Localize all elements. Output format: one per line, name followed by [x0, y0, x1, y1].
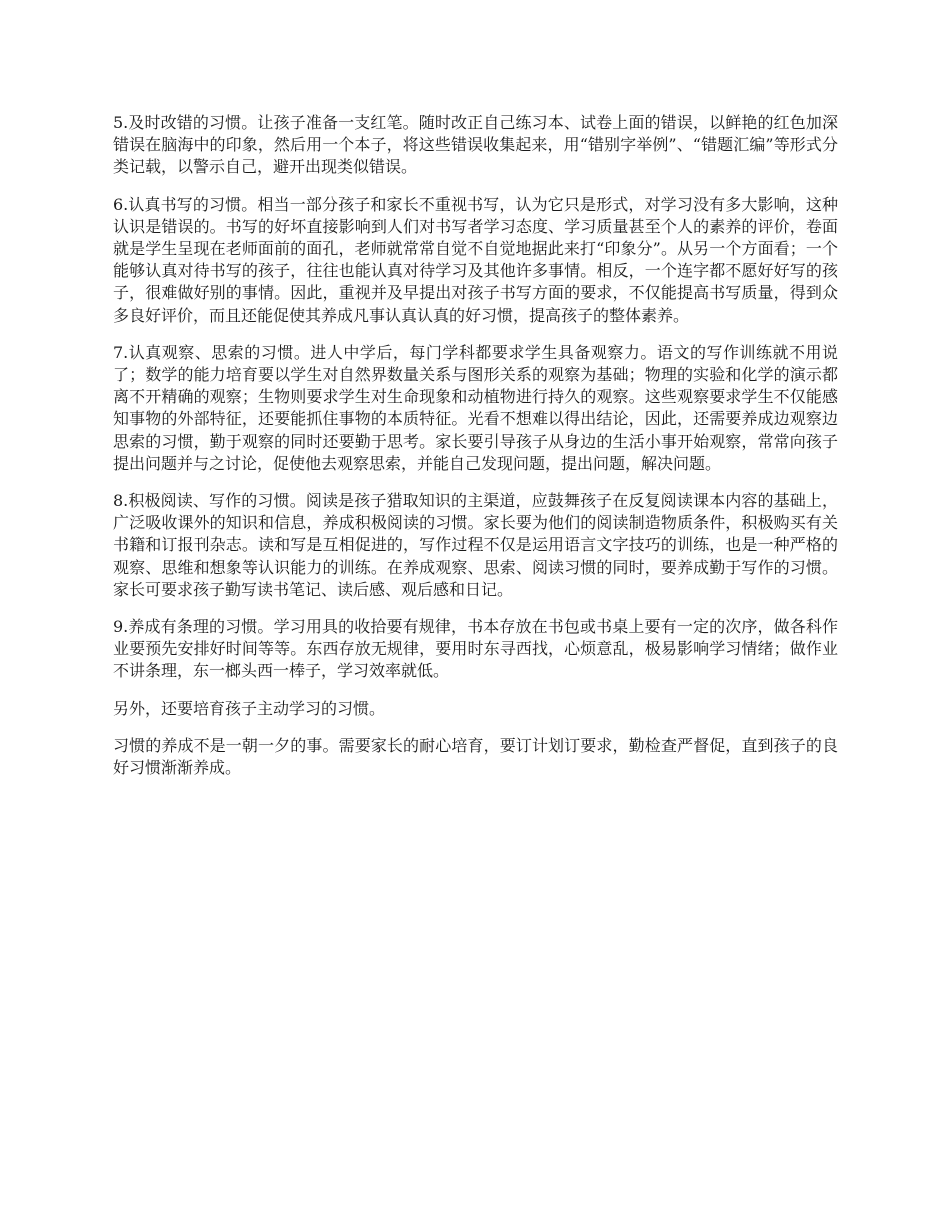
paragraph-conclusion: 习惯的养成不是一朝一夕的事。需要家长的耐心培育，要订计划订要求，勤检查严督促，直到孩子的良好习惯渐渐养成。	[113, 735, 838, 778]
paragraph-habit-9: 9.养成有条理的习惯。学习用具的收拾要有规律，书本存放在书包或书桌上要有一定的次序，做各科作业要预先安排好时间等等。东西存放无规律，要用时东寻西找，心烦意乱，极易影响学习情绪；做作业不讲条理，东一榔头西一棒子，学习效率就低。	[113, 617, 838, 681]
paragraph-habit-6: 6.认真书写的习惯。相当一部分孩子和家长不重视书写，认为它只是形式，对学习没有多大影响，这种认识是错误的。书写的好坏直接影响到人们对书写者学习态度、学习质量甚至个人的素养的评价，卷面就是学生呈现在老师面前的面孔，老师就常常自觉不自觉地据此来打“印象分”。从另一个方面看；一个能够认真对待书写的孩子，往往也能认真对待学习及其他许多事情。相反，一个连字都不愿好好写的孩子，很难做好别的事情。因此，重视并及早提出对孩子书写方面的要求，不仅能提高书写质量，得到众多良好评价，而且还能促使其养成凡事认真认真的好习惯，提高孩子的整体素养。	[113, 194, 838, 325]
paragraph-additional: 另外，还要培育孩子主动学习的习惯。	[113, 698, 386, 718]
paragraph-habit-5: 5.及时改错的习惯。让孩子准备一支红笔。随时改正自己练习本、试卷上面的错误，以鲜艳的红色加深错误在脑海中的印象，然后用一个本子，将这些错误收集起来，用“错别字举例”、“错题汇编”等形式分类记载，以警示自己，避开出现类似错误。	[113, 113, 838, 177]
paragraph-habit-8: 8.积极阅读、写作的习惯。阅读是孩子猎取知识的主渠道，应鼓舞孩子在反复阅读课本内容的基础上，广泛吸收课外的知识和信息，养成积极阅读的习惯。家长要为他们的阅读制造物质条件，积极购买有关书籍和订报刊杂志。读和写是互相促进的，写作过程不仅是运用语言文字技巧的训练，也是一种严格的观察、思维和想象等认识能力的训练。在养成观察、思索、阅读习惯的同时，要养成勤于写作的习惯。家长可要求孩子勤写读书笔记、读后感、观后感和日记。	[113, 491, 838, 599]
document-page	[113, 112, 838, 794]
paragraph-habit-7: 7.认真观察、思索的习惯。进人中学后，每门学科都要求学生具备观察力。语文的写作训练就不用说了；数学的能力培育要以学生对自然界数量关系与图形关系的观察为基础；物理的实验和化学的演示都离不开精确的观察；生物则要求学生对生命现象和动植物进行持久的观察。这些观察要求学生不仅能感知事物的外部特征，还要能抓住事物的本质特征。光看不想难以得出结论，因此，还需要养成边观察边思索的习惯，勤于观察的同时还要勤于思考。家长要引导孩子从身边的生活小事开始观察，常常向孩子提出问题并与之讨论，促使他去观察思索，并能自己发现问题，提出问题，解决问题。	[113, 342, 838, 473]
